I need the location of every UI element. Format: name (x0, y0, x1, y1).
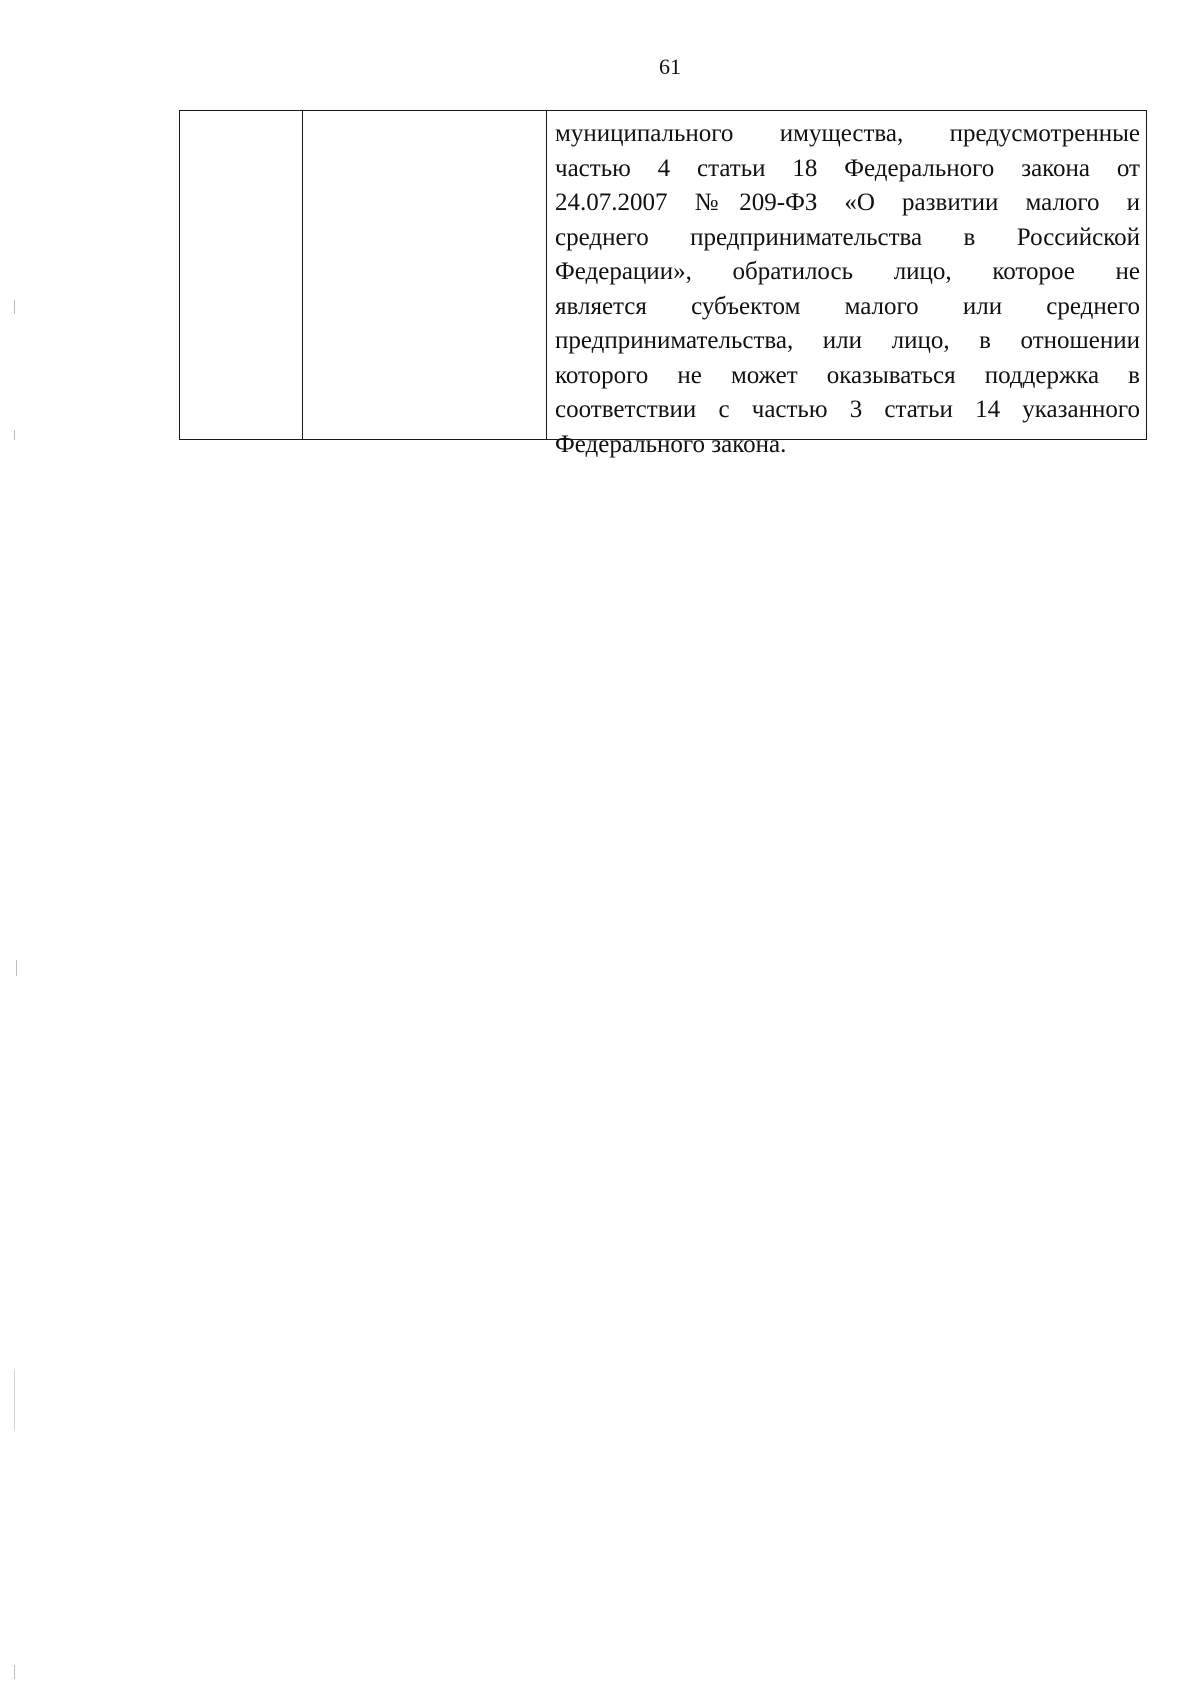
text-line: муниципального имущества, предусмотренные (555, 120, 1140, 147)
scan-speck (14, 300, 15, 314)
table-cell-empty-2 (303, 111, 547, 440)
text-line: соответствии с частью 3 статьи 14 указанного (555, 396, 1140, 423)
scan-speck (16, 960, 17, 976)
text-line: которого не может оказываться поддержка в (555, 361, 1140, 389)
table-row (180, 111, 1147, 440)
cell-paragraph (547, 111, 1146, 458)
continuation-table (179, 110, 1147, 458)
scan-speck (14, 1665, 15, 1679)
table-cell-text (547, 111, 1147, 458)
page-number: 61 (659, 54, 681, 79)
scan-speck (14, 1370, 15, 1430)
table-cell-empty-1 (180, 111, 303, 440)
text-line: предпринимательства, или лицо, в отношении (555, 327, 1140, 354)
text-line: среднего предпринимательства в Российской (555, 223, 1140, 251)
scan-speck (14, 430, 15, 440)
text-line: частью 4 статьи 18 Федерального закона от (555, 154, 1140, 182)
text-line: 24.07.2007 №209-ФЗ «О развитии малого и (555, 189, 1140, 216)
text-line: Федерального закона. (555, 430, 787, 458)
text-line: Федерации», обратилось лицо, которое не (555, 258, 1140, 285)
text-line: является субъектом малого или среднего (555, 292, 1140, 320)
